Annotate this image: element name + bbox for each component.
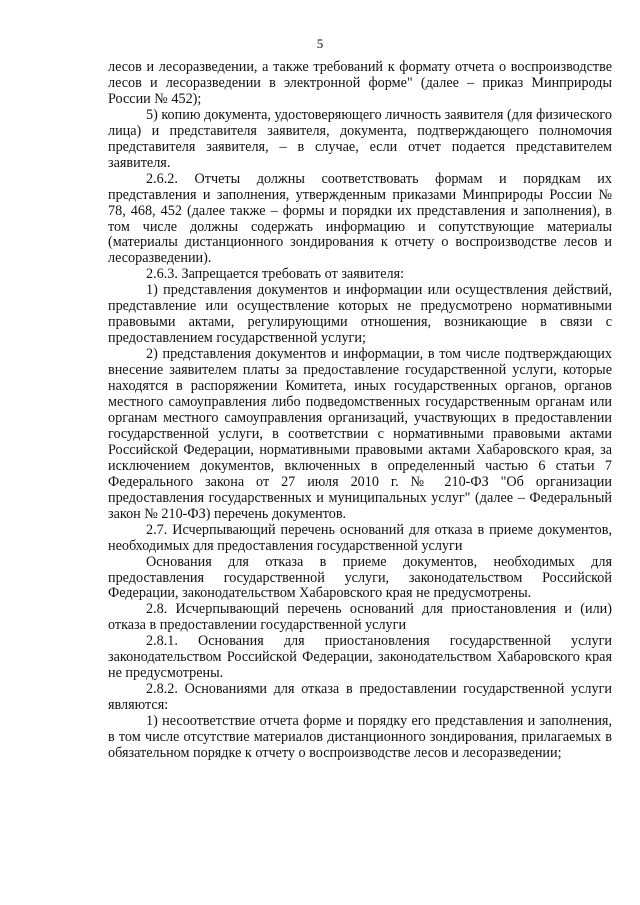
paragraph-2-8-2-item-1: 1) несоответствие отчета форме и порядку его представления и заполнения, в том числе отсутствие материалов дистанционного зондирования, прилагаемых в обязательном порядке к отчету о воспроизводстве лесов и лесоразведении; xyxy=(108,713,612,761)
paragraph-item-5: 5) копию документа, удостоверяющего личность заявителя (для физического лица) и представителя заявителя, документа, подтверждающего полномочия представителя заявителя, – в случае, если отчет подается представителем заявителя. xyxy=(108,106,612,171)
heading-2-8: 2.8. Исчерпывающий перечень оснований для приостановления и (или) отказа в предоставлении государственной услуги xyxy=(108,601,612,634)
paragraph-continuation: лесов и лесоразведении, а также требований к формату отчета о воспроизводстве лесов и лесоразведении в электронной форме" (далее – приказ Минприроды России № 452); xyxy=(108,59,612,107)
paragraph-2-8-2: 2.8.2. Основаниями для отказа в предоставлении государственной услуги являются: xyxy=(108,681,612,714)
paragraph-2-8-1: 2.8.1. Основания для приостановления государственной услуги законодательством Российской Федерации, законодательством Хабаровского края не предусмотрены. xyxy=(108,633,612,682)
heading-2-7: 2.7. Исчерпывающий перечень оснований для отказа в приеме документов, необходимых для предоставления государственной услуги xyxy=(108,521,612,554)
page-number: 5 xyxy=(316,36,324,51)
paragraph-2-6-3-item-2: 2) представления документов и информации, в том числе подтверждающих внесение заявителем платы за предоставление государственной услуги, которые находятся в распоряжении Комитета, иных государственных органов, органов местного самоуправления либо подведомственных государственным органам или органам местного самоуправления организаций, участвующих в предоставлении государственной услуги, в соответствии с нормативными правовыми актами Российской Федерации, нормативными правовыми актами Хабаровского края, за исключением документов, включенных в определенный частью 6 статьи 7 Федерального закона от 27 июля 2010 г. № 210-ФЗ "Об организации предоставления государственных и муниципальных услуг" (далее – Федеральный закон № 210-ФЗ) перечень документов. xyxy=(108,346,612,522)
paragraph-2-6-2: 2.6.2. Отчеты должны соответствовать формам и порядкам их представления и заполнения, утвержденным приказами Минприроды России № 78, 468, 452 (далее также – формы и порядки их представления и заполнения), в том числе должны содержать информацию и сопутствующие материалы (материалы дистанционного зондирования к отчету о воспроизводстве лесов и лесоразведении). xyxy=(108,170,612,267)
document-body xyxy=(108,60,612,762)
paragraph-2-6-3-item-1: 1) представления документов и информации или осуществления действий, представление или осуществление которых не предусмотрено нормативными правовыми актами, регулирующими отношения, возникающие в связи с предоставлением государственной услуги; xyxy=(108,282,612,347)
paragraph-2-6-3: 2.6.3. Запрещается требовать от заявителя: xyxy=(146,266,405,283)
paragraph-2-7-body: Основания для отказа в приеме документов, необходимых для предоставления государственной услуги, законодательством Российской Федерации, законодательством Хабаровского края не предусмотрены. xyxy=(108,553,612,602)
